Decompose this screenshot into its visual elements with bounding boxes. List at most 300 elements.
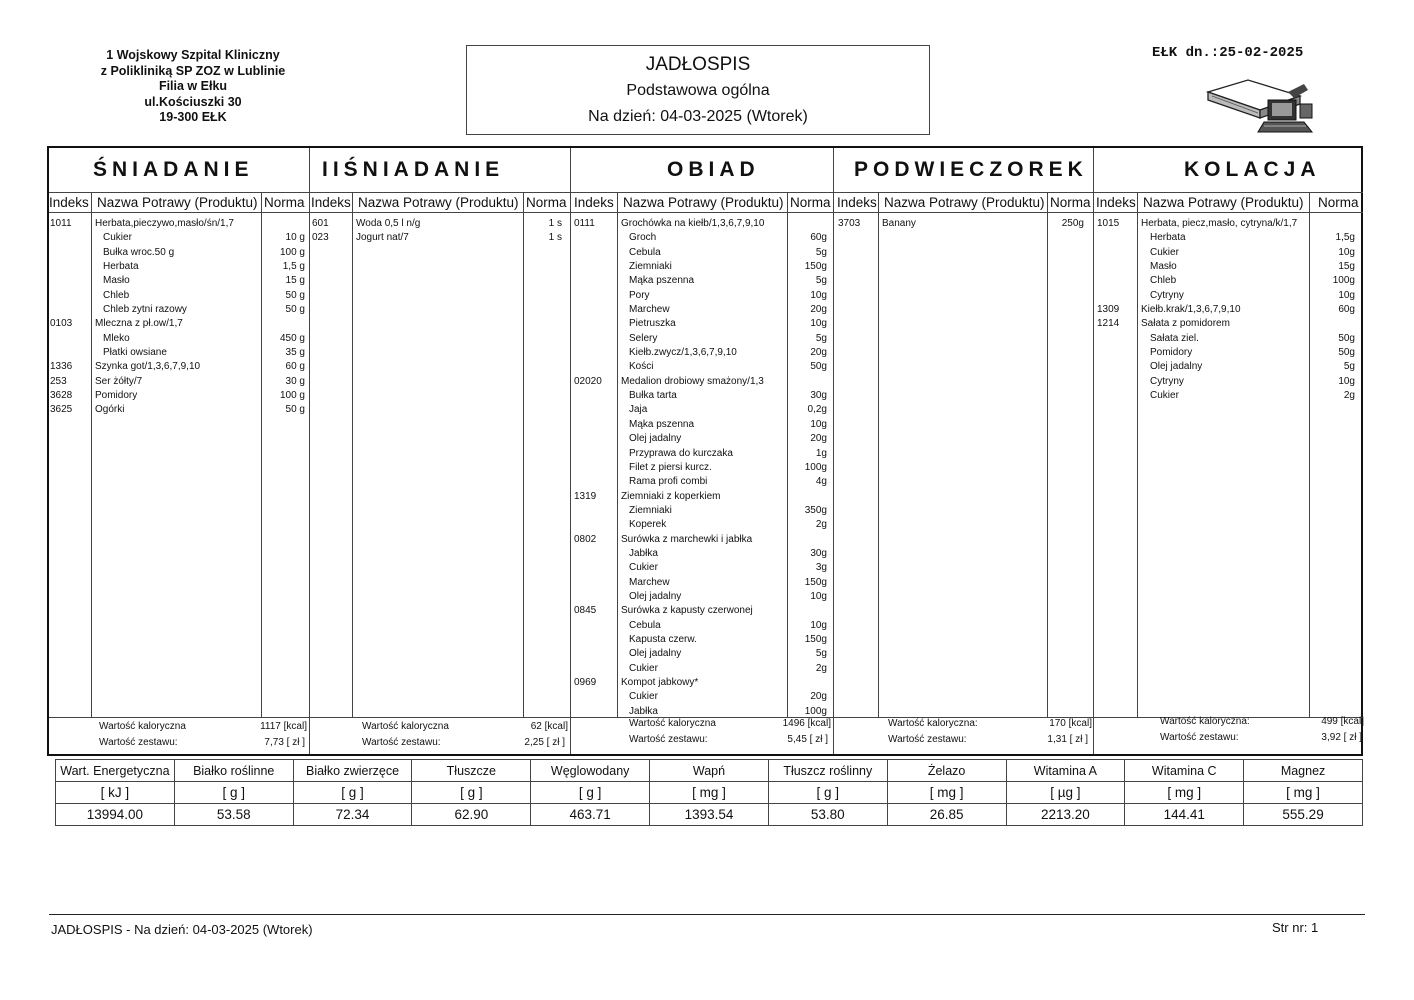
list-item	[1094, 346, 1363, 360]
item-name: Przyprawa do kurczaka	[629, 447, 733, 459]
nutrient-name: Żelazo	[887, 760, 1006, 782]
item-norm: 150g	[804, 261, 827, 273]
nutrient-unit: [ g ]	[768, 782, 887, 804]
list-item	[49, 274, 309, 288]
item-name: Ser żółty/7	[95, 375, 143, 387]
nutrient-value: 53.58	[174, 804, 293, 826]
list-item	[571, 504, 833, 518]
menu-date: Na dzień: 04-03-2025 (Wtorek)	[588, 108, 808, 125]
item-name: Banany	[882, 218, 916, 229]
item-name: Mąka pszenna	[629, 418, 695, 430]
item-name: Pomidory	[95, 390, 138, 402]
item-norm: 10g	[810, 318, 827, 330]
item-norm: 30g	[810, 390, 827, 402]
footer-title: JADŁOSPIS - Na dzień: 04-03-2025 (Wtorek)	[51, 922, 313, 937]
item-name: Kapusta czerw.	[629, 633, 697, 645]
item-index: 3625	[50, 404, 73, 416]
list-item	[49, 389, 309, 403]
item-index: 1309	[1097, 304, 1120, 316]
item-norm: 1,5g	[1335, 232, 1355, 244]
list-item	[571, 490, 833, 504]
item-norm: 20g	[810, 691, 827, 703]
item-name: Cytryny	[1150, 289, 1184, 301]
meal-summary	[1094, 717, 1363, 754]
nutrient-name: Witamina C	[1125, 760, 1244, 782]
list-item	[571, 518, 833, 532]
item-norm: 10g	[810, 619, 827, 631]
cost-value: 2,25 [ zł ]	[524, 737, 565, 748]
item-norm: 60 g	[285, 361, 305, 373]
list-item	[571, 604, 833, 618]
nutrient-value: 463.71	[531, 804, 650, 826]
item-name: Grochówka na kiełb/1,3,6,7,9,10	[621, 218, 765, 229]
kcal-value: 1496 [kcal]	[782, 718, 831, 729]
name-header: Nazwa Potrawy (Produktu)	[358, 195, 519, 210]
item-norm: 50g	[1338, 332, 1355, 344]
footer-divider	[49, 914, 1365, 915]
nutrient-unit: [ mg ]	[650, 782, 769, 804]
hospital-line: 1 Wojskowy Szpital Kliniczny	[106, 48, 280, 62]
item-name: Surówka z kapusty czerwonej	[621, 605, 753, 617]
item-name: Olej jadalny	[629, 648, 682, 660]
item-norm: 10g	[810, 418, 827, 430]
list-item	[571, 360, 833, 374]
item-name: Płatki owsiane	[103, 347, 167, 359]
cost-label: Wartość zestawu:	[362, 737, 441, 748]
item-norm: 100g	[1332, 275, 1355, 287]
nutrient-unit: [ g ]	[531, 782, 650, 804]
item-name: Olej jadalny	[629, 590, 682, 602]
item-norm: 35 g	[285, 347, 305, 359]
kcal-value: 170 [kcal]	[1049, 718, 1092, 729]
item-norm: 100g	[804, 705, 827, 717]
meal-column-breakfast	[49, 148, 309, 754]
item-name: Chleb zytni razowy	[103, 304, 187, 316]
item-norm: 10g	[1338, 289, 1355, 301]
item-name: Kompot jabkowy*	[621, 677, 699, 688]
item-norm: 100 g	[279, 246, 305, 258]
hospital-line: z Polikliniką SP ZOZ w Lublinie	[100, 63, 286, 78]
meal-items	[1094, 217, 1363, 403]
nutrient-value: 53.80	[768, 804, 887, 826]
item-name: Mąka pszenna	[629, 275, 695, 287]
nutrient-name: Witamina A	[1006, 760, 1125, 782]
item-norm: 3g	[815, 562, 827, 574]
list-item	[49, 260, 309, 274]
item-name: Woda 0,5 l n/g	[356, 218, 421, 229]
item-norm: 5g	[1343, 361, 1355, 373]
kcal-label: Wartość kaloryczna	[362, 721, 449, 732]
meal-summary	[49, 717, 309, 754]
item-norm: 15 g	[285, 275, 305, 287]
item-norm: 1 s	[548, 218, 562, 229]
item-norm: 10g	[810, 289, 827, 301]
kcal-value: 1117 [kcal]	[260, 721, 307, 732]
item-index: 023	[312, 232, 329, 244]
item-name: Olej jadalny	[1150, 361, 1203, 373]
list-item	[571, 619, 833, 633]
issue-date: EŁK dn.:25-02-2025	[1152, 45, 1304, 61]
item-name: Ogórki	[95, 404, 125, 416]
column-header-row	[310, 192, 570, 213]
item-name: Jaja	[629, 404, 648, 416]
item-name: Cukier	[629, 562, 658, 574]
list-item	[1094, 260, 1363, 274]
item-name: Olej jadalny	[629, 433, 682, 445]
index-header: Indeks	[1096, 195, 1136, 210]
item-name: Cukier	[1150, 246, 1179, 258]
item-name: Cukier	[1150, 390, 1179, 402]
hospital-line: 19-300 EŁK	[159, 110, 227, 124]
nutrient-value: 555.29	[1244, 804, 1363, 826]
item-norm: 10g	[1338, 246, 1355, 258]
item-norm: 350g	[804, 504, 827, 516]
list-item	[571, 576, 833, 590]
item-name: Cukier	[629, 691, 658, 703]
nutrient-unit: [ g ]	[412, 782, 531, 804]
item-name: Cukier	[629, 662, 658, 674]
item-norm: 150g	[804, 633, 827, 645]
nutrition-unit-row	[56, 782, 1363, 804]
item-norm: 4g	[815, 476, 827, 488]
meal-column-second-breakfast	[309, 148, 570, 754]
item-norm: 0,2g	[807, 404, 827, 416]
item-norm: 2g	[815, 519, 827, 531]
nutrient-name: Białko zwierzęce	[293, 760, 412, 782]
item-index: 1214	[1097, 318, 1120, 330]
norm-header: Norma	[264, 195, 305, 210]
item-name: Bułka wroc.50 g	[103, 246, 175, 258]
meal-column-afternoon-snack	[833, 148, 1093, 754]
meal-summary	[834, 717, 1093, 754]
nutrient-name: Magnez	[1244, 760, 1363, 782]
list-item	[49, 217, 309, 231]
kcal-value: 62 [kcal]	[530, 721, 568, 732]
page-title: JADŁOSPIS	[645, 54, 751, 75]
item-norm: 10 g	[285, 232, 305, 244]
meal-title: ŚNIADANIE	[93, 158, 254, 181]
list-item	[1094, 332, 1363, 346]
list-item	[571, 662, 833, 676]
item-name: Cukier	[103, 232, 132, 244]
list-item	[1094, 246, 1363, 260]
item-name: Selery	[629, 332, 658, 344]
computer-book-logo	[1204, 76, 1316, 134]
item-name: Jogurt nat/7	[356, 232, 409, 244]
list-item	[571, 260, 833, 274]
title-box	[466, 45, 930, 135]
item-name: Chleb	[1150, 275, 1177, 287]
item-name: Filet z piersi kurcz.	[629, 461, 712, 473]
nutrient-unit: [ kJ ]	[56, 782, 175, 804]
list-item	[49, 375, 309, 389]
nutrient-value: 26.85	[887, 804, 1006, 826]
list-item	[49, 246, 309, 260]
list-item	[571, 633, 833, 647]
item-norm: 15g	[1338, 261, 1355, 273]
item-name: Marchew	[629, 576, 670, 588]
item-name: Szynka got/1,3,6,7,9,10	[95, 361, 201, 373]
meal-summary	[571, 717, 833, 754]
list-item	[571, 403, 833, 417]
item-norm: 60g	[810, 232, 827, 244]
norm-header: Norma	[526, 195, 567, 210]
list-item	[49, 346, 309, 360]
list-item	[49, 231, 309, 245]
item-norm: 50g	[810, 361, 827, 373]
hospital-address	[78, 48, 308, 126]
item-name: Sałata ziel.	[1150, 332, 1199, 344]
list-item	[1094, 360, 1363, 374]
item-name: Herbata, piecz,masło, cytryna/k/1,7	[1141, 218, 1298, 229]
list-item	[571, 217, 833, 231]
nutrition-value-row	[56, 804, 1363, 826]
item-index: 0103	[50, 318, 73, 330]
list-item	[49, 303, 309, 317]
list-item	[571, 561, 833, 575]
list-item	[571, 690, 833, 704]
meal-items	[49, 217, 309, 418]
item-index: 3703	[838, 218, 861, 229]
nutrient-name: Wart. Energetyczna	[56, 760, 175, 782]
list-item	[1094, 231, 1363, 245]
nutrient-name: Tłuszcz roślinny	[768, 760, 887, 782]
item-norm: 50 g	[285, 304, 305, 316]
diet-name: Podstawowa ogólna	[626, 82, 770, 99]
list-item	[310, 231, 570, 245]
item-norm: 100 g	[279, 390, 305, 402]
meal-items	[834, 217, 1093, 231]
list-item	[571, 547, 833, 561]
list-item	[1094, 375, 1363, 389]
list-item	[1094, 389, 1363, 403]
nutrient-value: 62.90	[412, 804, 531, 826]
item-index: 0111	[574, 218, 595, 229]
list-item	[1094, 289, 1363, 303]
item-norm: 20g	[810, 347, 827, 359]
nutrient-unit: [ mg ]	[1244, 782, 1363, 804]
item-name: Kości	[629, 361, 654, 373]
list-item	[571, 375, 833, 389]
item-norm: 30 g	[285, 375, 305, 387]
index-header: Indeks	[837, 195, 877, 210]
item-name: Cytryny	[1150, 375, 1184, 387]
name-header: Nazwa Potrawy (Produktu)	[623, 195, 784, 210]
item-index: 1319	[574, 490, 597, 502]
nutrition-header-row	[56, 760, 1363, 782]
item-name: Herbata	[1150, 232, 1186, 244]
item-norm: 5g	[815, 332, 827, 344]
item-name: Kiełb.zwycz/1,3,6,7,9,10	[629, 347, 737, 359]
item-norm: 150g	[804, 576, 827, 588]
cost-value: 5,45 [ zł ]	[787, 734, 828, 745]
item-name: Mleczna z pł.ow/1,7	[95, 318, 183, 330]
list-item	[834, 217, 1093, 231]
list-item	[310, 217, 570, 231]
list-item	[571, 647, 833, 661]
list-item	[1094, 217, 1363, 231]
column-header-row	[1094, 192, 1363, 213]
item-name: Rama profi combi	[629, 476, 708, 488]
list-item	[571, 317, 833, 331]
kcal-label: Wartość kaloryczna:	[1160, 716, 1250, 727]
cost-value: 1,31 [ zł ]	[1047, 734, 1088, 745]
meal-title: PODWIECZOREK	[854, 158, 1088, 181]
item-norm: 5g	[815, 246, 827, 258]
cost-label: Wartość zestawu:	[888, 734, 967, 745]
item-name: Jabłka	[629, 705, 658, 717]
nutrient-unit: [ mg ]	[1125, 782, 1244, 804]
norm-header: Norma	[1318, 195, 1359, 210]
list-item	[571, 289, 833, 303]
item-norm: 60g	[1338, 304, 1355, 316]
hospital-line: Filia w Ełku	[158, 79, 228, 93]
list-item	[571, 418, 833, 432]
meal-title: OBIAD	[667, 158, 760, 181]
item-name: Masło	[1150, 261, 1177, 273]
cost-value: 7,73 [ zł ]	[264, 737, 305, 748]
cost-label: Wartość zestawu:	[629, 734, 708, 745]
nutrient-unit: [ g ]	[174, 782, 293, 804]
item-norm: 50g	[1338, 347, 1355, 359]
list-item	[571, 231, 833, 245]
name-header: Nazwa Potrawy (Produktu)	[97, 195, 258, 210]
nutrient-unit: [ mg ]	[887, 782, 1006, 804]
item-norm: 5g	[815, 275, 827, 287]
meal-title: KOLACJA	[1184, 158, 1321, 181]
cost-label: Wartość zestawu:	[99, 737, 178, 748]
index-header: Indeks	[574, 195, 614, 210]
list-item	[571, 461, 833, 475]
cost-label: Wartość zestawu:	[1160, 732, 1239, 743]
nutrition-summary-table	[55, 759, 1363, 826]
item-index: 0969	[574, 677, 597, 688]
index-header: Indeks	[49, 195, 89, 210]
item-name: Mleko	[103, 332, 130, 344]
item-name: Herbata,pieczywo,masło/śn/1,7	[95, 218, 234, 229]
item-name: Masło	[103, 275, 130, 287]
item-index: 1336	[50, 361, 73, 373]
meal-title: IIŚNIADANIE	[322, 158, 505, 181]
item-name: Pietruszka	[629, 318, 676, 330]
nutrient-value: 72.34	[293, 804, 412, 826]
nutrient-name: Węglowodany	[531, 760, 650, 782]
nutrient-name: Tłuszcze	[412, 760, 531, 782]
item-name: Herbata	[103, 261, 139, 273]
list-item	[571, 475, 833, 489]
list-item	[571, 447, 833, 461]
kcal-label: Wartość kaloryczna:	[888, 718, 978, 729]
nutrient-unit: [ g ]	[293, 782, 412, 804]
item-name: Medalion drobiowy smażony/1,3	[621, 375, 764, 387]
list-item	[49, 332, 309, 346]
list-item	[571, 332, 833, 346]
item-name: Marchew	[629, 304, 670, 316]
name-header: Nazwa Potrawy (Produktu)	[884, 195, 1045, 210]
hospital-line: ul.Kościuszki 30	[144, 94, 242, 109]
meal-column-supper	[1093, 148, 1363, 754]
menu-table	[47, 146, 1363, 756]
item-norm: 250g	[1061, 218, 1084, 229]
item-index: 253	[50, 375, 67, 387]
item-index: 601	[312, 218, 329, 229]
list-item	[571, 346, 833, 360]
item-norm: 30g	[810, 547, 827, 559]
item-norm: 50 g	[285, 289, 305, 301]
item-name: Sałata z pomidorem	[1141, 318, 1230, 330]
item-index: 1015	[1097, 218, 1120, 229]
item-index: 02020	[574, 375, 602, 387]
nutrient-value: 2213.20	[1006, 804, 1125, 826]
nutrient-value: 144.41	[1125, 804, 1244, 826]
item-name: Surówka z marchewki i jabłka	[621, 533, 753, 545]
list-item	[49, 403, 309, 417]
list-item	[49, 360, 309, 374]
nutrient-name: Białko roślinne	[174, 760, 293, 782]
item-index: 0845	[574, 605, 597, 617]
page-number: Str nr: 1	[1272, 920, 1319, 935]
item-name: Ziemniaki z koperkiem	[621, 490, 721, 502]
item-norm: 5g	[815, 648, 827, 660]
cost-value: 3,92 [ zł ]	[1321, 732, 1362, 743]
item-norm: 20g	[810, 304, 827, 316]
nutrient-value: 1393.54	[650, 804, 769, 826]
item-name: Koperek	[629, 519, 667, 531]
list-item	[49, 317, 309, 331]
item-norm: 2g	[815, 662, 827, 674]
item-name: Pory	[629, 289, 650, 301]
item-norm: 50 g	[285, 404, 305, 416]
kcal-value: 499 [kcal]	[1321, 716, 1364, 727]
list-item	[1094, 303, 1363, 317]
item-norm: 1 s	[548, 232, 562, 244]
list-item	[571, 389, 833, 403]
nutrient-name: Wapń	[650, 760, 769, 782]
item-index: 3628	[50, 390, 73, 402]
item-norm: 450 g	[279, 332, 305, 344]
column-header-row	[834, 192, 1093, 213]
item-index: 1011	[50, 218, 72, 229]
index-header: Indeks	[311, 195, 351, 210]
list-item	[1094, 317, 1363, 331]
list-item	[571, 274, 833, 288]
list-item	[571, 590, 833, 604]
list-item	[571, 303, 833, 317]
item-name: Ziemniaki	[629, 504, 672, 516]
kcal-label: Wartość kaloryczna	[629, 718, 716, 729]
item-name: Cebula	[629, 246, 661, 258]
list-item	[571, 432, 833, 446]
norm-header: Norma	[1050, 195, 1091, 210]
nutrient-value: 13994.00	[56, 804, 175, 826]
list-item	[571, 246, 833, 260]
list-item	[571, 676, 833, 690]
item-norm: 2g	[1343, 390, 1355, 402]
item-norm: 1,5 g	[282, 261, 305, 273]
item-name: Groch	[629, 232, 657, 244]
item-name: Cebula	[629, 619, 661, 631]
norm-header: Norma	[790, 195, 831, 210]
item-name: Bułka tarta	[629, 390, 677, 402]
item-norm: 1g	[815, 447, 827, 459]
item-name: Chleb	[103, 289, 130, 301]
meal-items	[310, 217, 570, 246]
kcal-label: Wartość kaloryczna	[99, 721, 186, 732]
item-norm: 10g	[1338, 375, 1355, 387]
item-norm: 10g	[810, 590, 827, 602]
list-item	[1094, 274, 1363, 288]
item-name: Kiełb.krak/1,3,6,7,9,10	[1141, 304, 1241, 316]
